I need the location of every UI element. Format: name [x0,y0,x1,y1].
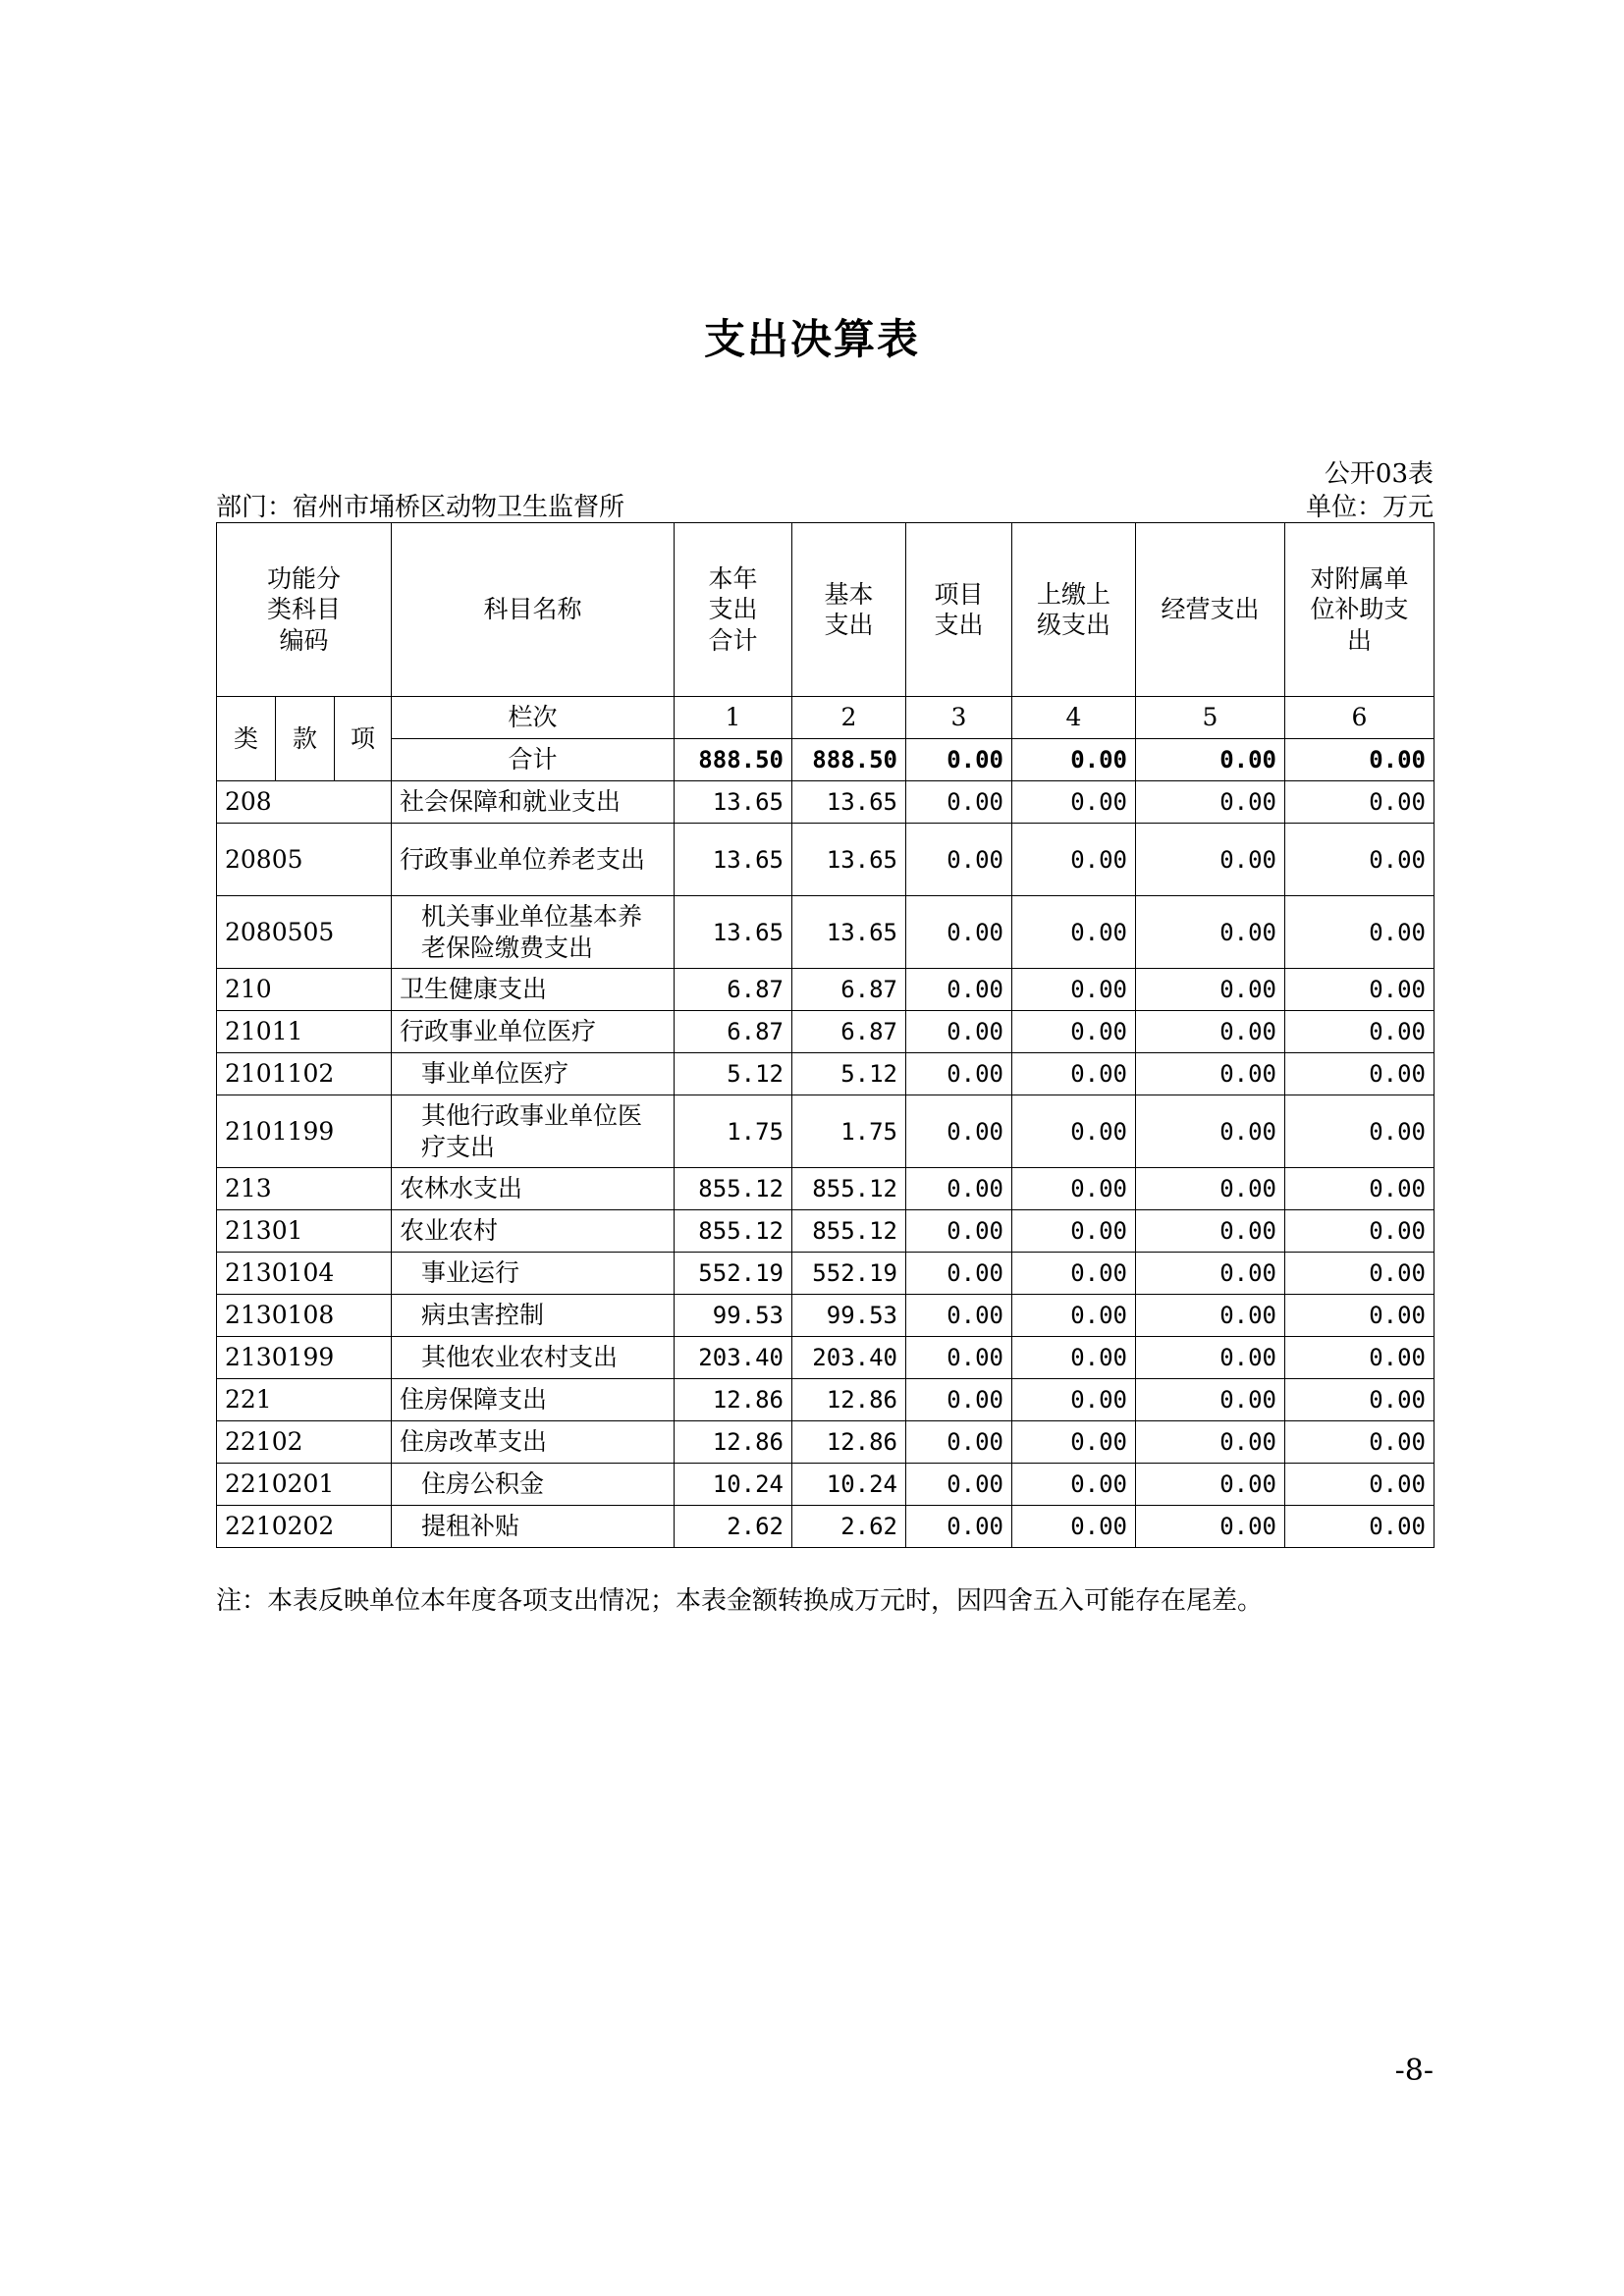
row-value: 6.87 [792,1011,906,1053]
row-code: 213 [217,1168,392,1210]
row-value: 0.00 [1012,824,1136,896]
row-value: 13.65 [792,781,906,824]
row-code: 210 [217,969,392,1011]
row-value: 13.65 [675,781,792,824]
total-value: 0.00 [1136,739,1285,781]
row-value: 10.24 [792,1464,906,1506]
col-number: 2 [792,697,906,739]
row-name: 农业农村 [392,1210,675,1253]
row-name: 行政事业单位养老支出 [392,824,675,896]
row-value: 0.00 [1136,781,1285,824]
header-row [217,523,1435,697]
row-value: 2.62 [675,1506,792,1548]
row-value: 0.00 [1136,896,1285,969]
row-value: 0.00 [1285,1011,1435,1053]
table-row [217,969,1435,1011]
row-value: 0.00 [1285,896,1435,969]
row-value: 13.65 [675,824,792,896]
row-name: 提租补贴 [392,1506,675,1548]
table-row [217,896,1435,969]
row-code: 21301 [217,1210,392,1253]
row-value: 12.86 [675,1379,792,1421]
row-value: 99.53 [675,1295,792,1337]
page-title: 支出决算表 [703,315,920,363]
row-value: 0.00 [1285,1337,1435,1379]
row-code: 2210201 [217,1464,392,1506]
table-row [217,1095,1435,1168]
sub-header-lanci: 栏次 [392,697,675,739]
row-value: 0.00 [1285,1421,1435,1464]
row-value: 0.00 [906,824,1012,896]
department-label: 部门：宿州市埇桥区动物卫生监督所 [216,493,625,522]
table-row [217,1210,1435,1253]
row-value: 2.62 [792,1506,906,1548]
row-value: 0.00 [1012,1295,1136,1337]
row-value: 0.00 [1012,1506,1136,1548]
page-number: -8- [1394,2054,1434,2088]
row-value: 0.00 [1136,1506,1285,1548]
row-code: 22102 [217,1421,392,1464]
total-value: 0.00 [1012,739,1136,781]
row-value: 13.65 [792,824,906,896]
row-value: 0.00 [1136,1379,1285,1421]
row-value: 12.86 [792,1379,906,1421]
row-name: 事业运行 [392,1253,675,1295]
row-value: 855.12 [675,1210,792,1253]
row-name: 行政事业单位医疗 [392,1011,675,1053]
row-code: 2130108 [217,1295,392,1337]
row-value: 0.00 [1285,1379,1435,1421]
sub-header-xiang: 项 [335,697,392,781]
row-code: 21011 [217,1011,392,1053]
row-value: 0.00 [1136,969,1285,1011]
row-value: 0.00 [1012,1421,1136,1464]
sub-header-lei: 类 [217,697,276,781]
row-value: 0.00 [1285,1464,1435,1506]
row-value: 6.87 [675,969,792,1011]
row-name: 病虫害控制 [392,1295,675,1337]
row-value: 855.12 [792,1210,906,1253]
total-value: 0.00 [906,739,1012,781]
row-value: 6.87 [792,969,906,1011]
header-business: 经营支出 [1136,523,1285,697]
row-value: 1.75 [792,1095,906,1168]
header-total: 本年支出合计 [675,523,792,697]
row-code: 2101102 [217,1053,392,1095]
table-row [217,1337,1435,1379]
row-value: 0.00 [906,1053,1012,1095]
row-value: 0.00 [1285,824,1435,896]
row-value: 0.00 [1285,1168,1435,1210]
total-value: 888.50 [792,739,906,781]
header-upper: 上缴上级支出 [1012,523,1136,697]
table-row [217,1053,1435,1095]
row-value: 0.00 [906,1379,1012,1421]
row-value: 0.00 [1136,1295,1285,1337]
row-code: 20805 [217,824,392,896]
row-value: 0.00 [1012,1253,1136,1295]
totals-row [217,739,1435,781]
header-name: 科目名称 [392,523,675,697]
row-value: 0.00 [1136,1210,1285,1253]
row-value: 6.87 [675,1011,792,1053]
footnote: 注：本表反映单位本年度各项支出情况；本表金额转换成万元时，因四舍五入可能存在尾差。 [216,1586,1264,1616]
row-value: 0.00 [906,1506,1012,1548]
meta-line [216,487,1434,523]
row-value: 0.00 [1285,1053,1435,1095]
header-code: 功能分类科目编码 [217,523,392,697]
total-value: 888.50 [675,739,792,781]
row-name: 事业单位医疗 [392,1053,675,1095]
row-code: 2101199 [217,1095,392,1168]
table-row [217,1506,1435,1548]
table-row [217,781,1435,824]
expenditure-table [216,522,1435,1548]
row-value: 0.00 [1012,969,1136,1011]
row-value: 0.00 [1012,781,1136,824]
form-number: 公开03表 [1324,459,1434,489]
row-value: 13.65 [675,896,792,969]
row-value: 552.19 [792,1253,906,1295]
row-value: 99.53 [792,1295,906,1337]
row-value: 5.12 [675,1053,792,1095]
row-value: 0.00 [1136,1421,1285,1464]
table-row [217,1421,1435,1464]
header-project: 项目支出 [906,523,1012,697]
row-value: 12.86 [792,1421,906,1464]
row-value: 0.00 [1012,1168,1136,1210]
row-value: 0.00 [1012,1210,1136,1253]
row-code: 208 [217,781,392,824]
column-number-row [217,697,1435,739]
table-row [217,1168,1435,1210]
row-value: 0.00 [1285,1295,1435,1337]
row-value: 0.00 [1136,1253,1285,1295]
row-value: 0.00 [906,1337,1012,1379]
row-value: 0.00 [1012,1011,1136,1053]
row-value: 0.00 [1136,1337,1285,1379]
row-value: 0.00 [906,1210,1012,1253]
row-value: 0.00 [906,1253,1012,1295]
row-value: 12.86 [675,1421,792,1464]
row-name: 住房保障支出 [392,1379,675,1421]
row-value: 0.00 [906,1295,1012,1337]
row-name: 卫生健康支出 [392,969,675,1011]
row-name: 社会保障和就业支出 [392,781,675,824]
row-value: 0.00 [1012,1053,1136,1095]
totals-label: 合计 [392,739,675,781]
total-value: 0.00 [1285,739,1435,781]
row-value: 0.00 [1012,1095,1136,1168]
row-value: 0.00 [1136,1053,1285,1095]
col-number: 1 [675,697,792,739]
row-value: 0.00 [906,896,1012,969]
row-value: 0.00 [1136,1095,1285,1168]
row-name: 其他农业农村支出 [392,1337,675,1379]
row-value: 0.00 [1285,1095,1435,1168]
row-value: 0.00 [1136,1464,1285,1506]
row-value: 0.00 [906,969,1012,1011]
row-value: 0.00 [1136,824,1285,896]
row-value: 855.12 [675,1168,792,1210]
col-number: 3 [906,697,1012,739]
row-value: 1.75 [675,1095,792,1168]
row-code: 2210202 [217,1506,392,1548]
row-value: 855.12 [792,1168,906,1210]
table-row [217,1464,1435,1506]
table-row [217,1011,1435,1053]
row-value: 10.24 [675,1464,792,1506]
row-code: 2080505 [217,896,392,969]
row-name: 农林水支出 [392,1168,675,1210]
row-value: 0.00 [1136,1011,1285,1053]
row-code: 2130199 [217,1337,392,1379]
row-code: 221 [217,1379,392,1421]
row-value: 203.40 [792,1337,906,1379]
row-value: 5.12 [792,1053,906,1095]
row-value: 0.00 [1012,896,1136,969]
col-number: 6 [1285,697,1435,739]
row-value: 0.00 [1285,1210,1435,1253]
row-value: 0.00 [1285,969,1435,1011]
row-value: 203.40 [675,1337,792,1379]
table-row [217,1253,1435,1295]
col-number: 4 [1012,697,1136,739]
row-code: 2130104 [217,1253,392,1295]
row-name: 住房公积金 [392,1464,675,1506]
row-value: 0.00 [906,1095,1012,1168]
row-value: 0.00 [906,1464,1012,1506]
row-value: 0.00 [1012,1379,1136,1421]
row-name: 其他行政事业单位医疗支出 [392,1095,675,1168]
row-value: 0.00 [906,1011,1012,1053]
row-value: 0.00 [906,1168,1012,1210]
row-value: 552.19 [675,1253,792,1295]
col-number: 5 [1136,697,1285,739]
row-value: 0.00 [1012,1337,1136,1379]
row-name: 住房改革支出 [392,1421,675,1464]
header-subsidy: 对附属单位补助支出 [1285,523,1435,697]
row-value: 0.00 [1285,1253,1435,1295]
table-row [217,1295,1435,1337]
unit-label: 单位：万元 [1305,493,1434,522]
row-name: 机关事业单位基本养老保险缴费支出 [392,896,675,969]
header-basic: 基本支出 [792,523,906,697]
table-row [217,824,1435,896]
row-value: 13.65 [792,896,906,969]
row-value: 0.00 [906,1421,1012,1464]
table-row [217,1379,1435,1421]
row-value: 0.00 [1012,1464,1136,1506]
row-value: 0.00 [1285,1506,1435,1548]
sub-header-kuan: 款 [276,697,335,781]
row-value: 0.00 [906,781,1012,824]
row-value: 0.00 [1136,1168,1285,1210]
row-value: 0.00 [1285,781,1435,824]
